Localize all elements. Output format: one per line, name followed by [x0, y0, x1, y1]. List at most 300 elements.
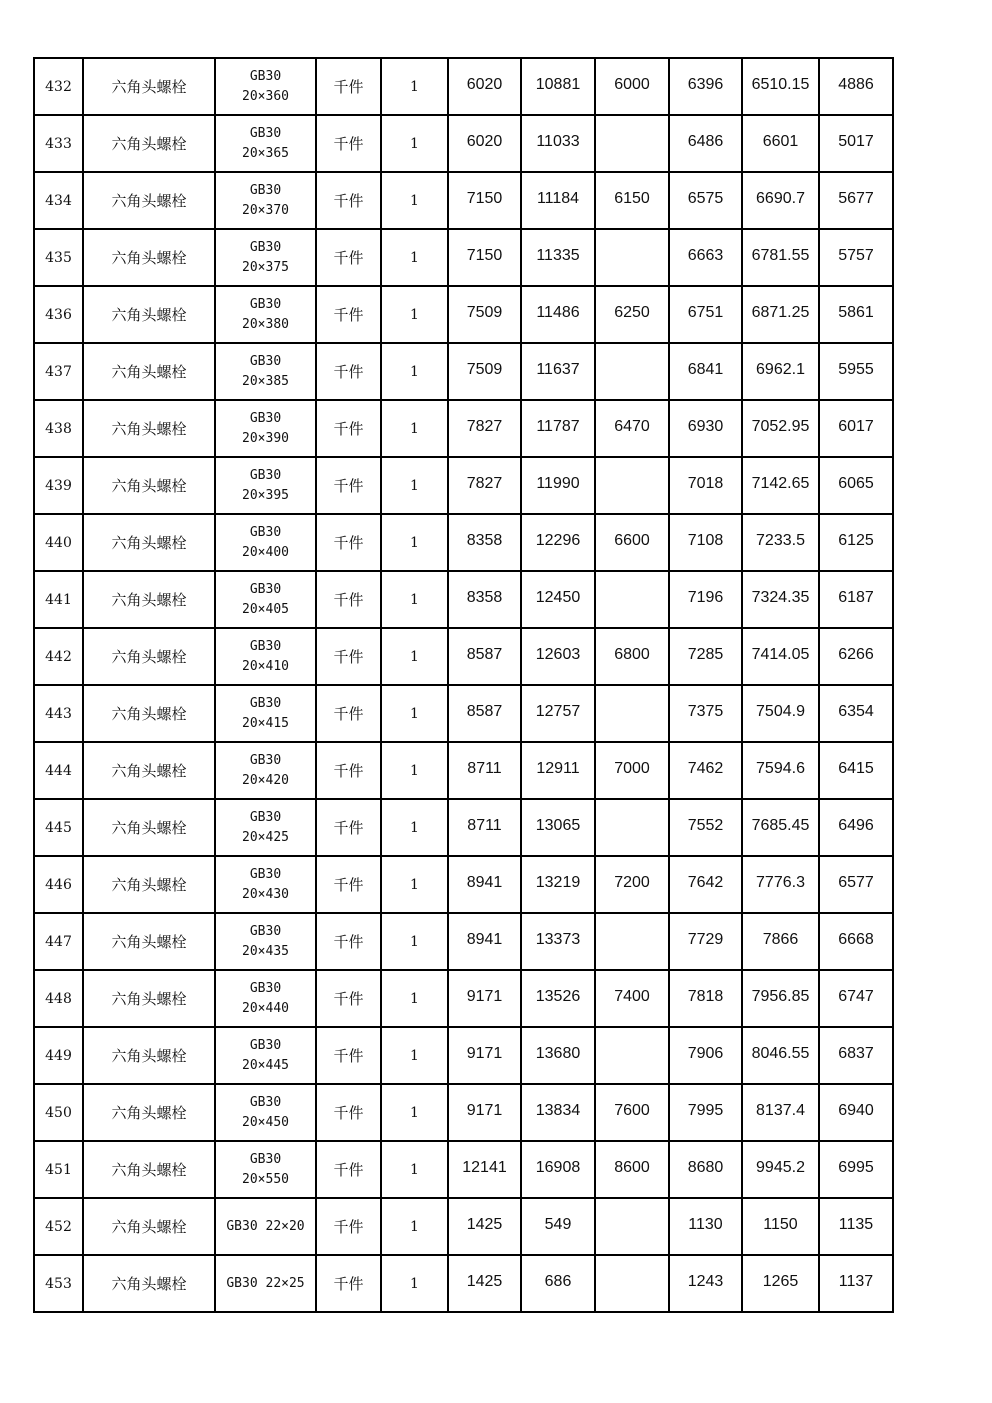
- spec-cell: [215, 115, 316, 172]
- table-row: [34, 58, 893, 115]
- price-col-1: [448, 400, 521, 457]
- price-col-1: [448, 286, 521, 343]
- price-col-5: [742, 685, 819, 742]
- price-col-1: [448, 343, 521, 400]
- price-col-6-value: 6017: [838, 417, 874, 435]
- spec-line: GB30: [249, 125, 282, 141]
- price-col-2: [521, 286, 595, 343]
- price-col-2-value: 11990: [536, 474, 580, 492]
- quantity-cell: 1: [381, 1198, 448, 1255]
- price-col-6: [819, 799, 893, 856]
- price-col-6-value: 6125: [838, 531, 874, 549]
- unit-cell: 千件: [316, 571, 381, 628]
- price-col-2-value: 12296: [535, 531, 581, 549]
- price-col-4: [669, 970, 742, 1027]
- price-col-1-value: 8711: [467, 759, 502, 777]
- row-number-cell: 441: [34, 571, 83, 628]
- price-col-1-value: 8358: [466, 531, 503, 549]
- spec-cell: [215, 1198, 316, 1255]
- price-col-4: [669, 856, 742, 913]
- product-name-cell: 六角头螺栓: [83, 343, 215, 400]
- product-name-cell: 六角头螺栓: [83, 571, 215, 628]
- price-col-3: [595, 685, 669, 742]
- spec-line: GB30: [249, 752, 282, 768]
- product-name-cell: 六角头螺栓: [83, 685, 215, 742]
- price-col-5: [742, 457, 819, 514]
- price-col-4: [669, 1255, 742, 1312]
- price-col-2-value: 13219: [535, 873, 581, 891]
- row-number-cell: 445: [34, 799, 83, 856]
- product-name-cell: 六角头螺栓: [83, 970, 215, 1027]
- spec-line: 20×370: [242, 202, 289, 218]
- spec-cell: [215, 229, 316, 286]
- quantity-cell: 1: [381, 571, 448, 628]
- price-col-3: [595, 229, 669, 286]
- product-name-cell: 六角头螺栓: [83, 1084, 215, 1141]
- product-name-cell: 六角头螺栓: [83, 856, 215, 913]
- price-col-2: [521, 514, 595, 571]
- price-col-3: [595, 742, 669, 799]
- price-col-3: [595, 514, 669, 571]
- price-col-6: [819, 115, 893, 172]
- price-col-5-value: 7594.6: [756, 759, 805, 777]
- product-name-cell: 六角头螺栓: [83, 913, 215, 970]
- spec-cell: [215, 856, 316, 913]
- row-number-cell: 440: [34, 514, 83, 571]
- price-col-2: [521, 115, 595, 172]
- price-col-2: [521, 913, 595, 970]
- quantity-cell: 1: [381, 286, 448, 343]
- quantity-cell: 1: [381, 229, 448, 286]
- price-col-6: [819, 856, 893, 913]
- price-col-2: [521, 1141, 595, 1198]
- price-col-4-value: 7375: [687, 702, 724, 720]
- row-number-cell: 433: [34, 115, 83, 172]
- price-col-5-value: 7233.5: [756, 531, 805, 549]
- price-col-4-value: 7818: [687, 987, 724, 1005]
- price-col-5: [742, 1141, 819, 1198]
- price-col-5-value: 7504.9: [756, 702, 805, 720]
- spec-line: 20×415: [242, 715, 289, 731]
- price-col-6: [819, 58, 893, 115]
- price-col-3-value: 8600: [614, 1158, 650, 1176]
- price-col-2-value: 12757: [535, 702, 581, 720]
- table-row: [34, 229, 893, 286]
- quantity-cell: 1: [381, 514, 448, 571]
- price-col-3: [595, 571, 669, 628]
- spec-line: 20×390: [242, 430, 289, 446]
- price-col-6: [819, 1255, 893, 1312]
- unit-cell: 千件: [316, 628, 381, 685]
- spec-cell: [215, 1084, 316, 1141]
- spec-line: 20×420: [242, 772, 289, 788]
- spec-line: 20×385: [242, 373, 289, 389]
- price-col-6: [819, 685, 893, 742]
- product-name-cell: 六角头螺栓: [83, 1141, 215, 1198]
- price-col-5: [742, 1027, 819, 1084]
- price-col-5: [742, 1255, 819, 1312]
- row-number-cell: 450: [34, 1084, 83, 1141]
- price-col-4: [669, 172, 742, 229]
- spec-line: GB30: [249, 68, 282, 84]
- price-col-5-value: 1150: [763, 1215, 798, 1233]
- table-row: [34, 856, 893, 913]
- price-col-1-value: 8587: [466, 645, 503, 663]
- price-col-6: [819, 172, 893, 229]
- price-col-2: [521, 742, 595, 799]
- spec-line: GB30: [249, 695, 282, 711]
- spec-cell: [215, 799, 316, 856]
- price-col-3-value: 6150: [614, 189, 650, 207]
- spec-cell: [215, 514, 316, 571]
- product-name-cell: 六角头螺栓: [83, 1027, 215, 1084]
- quantity-cell: 1: [381, 457, 448, 514]
- price-col-2-value: 13680: [535, 1044, 581, 1062]
- row-number-cell: 437: [34, 343, 83, 400]
- price-col-2: [521, 172, 595, 229]
- price-col-6-value: 6187: [838, 588, 874, 606]
- spec-cell: [215, 1141, 316, 1198]
- product-name-cell: 六角头螺栓: [83, 172, 215, 229]
- price-col-3-value: 7200: [614, 873, 650, 891]
- price-col-6-value: 6940: [838, 1101, 874, 1119]
- table-row: [34, 1141, 893, 1198]
- price-col-5-value: 6871.25: [751, 303, 810, 321]
- spec-cell: [215, 685, 316, 742]
- price-col-1-value: 6020: [466, 75, 503, 93]
- price-col-6-value: 6415: [838, 759, 874, 777]
- price-col-1-value: 8941: [466, 930, 503, 948]
- table-row: [34, 457, 893, 514]
- unit-cell: 千件: [316, 1255, 381, 1312]
- price-col-1-value: 12141: [462, 1158, 507, 1176]
- quantity-cell: 1: [381, 1084, 448, 1141]
- price-col-6: [819, 457, 893, 514]
- price-col-6: [819, 1198, 893, 1255]
- price-col-1: [448, 172, 521, 229]
- price-col-5-value: 7776.3: [756, 873, 805, 891]
- price-col-4-value: 6841: [687, 360, 724, 378]
- unit-cell: 千件: [316, 1141, 381, 1198]
- row-number-cell: 432: [34, 58, 83, 115]
- row-number-cell: 453: [34, 1255, 83, 1312]
- spec-cell: [215, 742, 316, 799]
- price-col-1-value: 8358: [466, 588, 503, 606]
- spec-cell: [215, 343, 316, 400]
- price-col-6: [819, 400, 893, 457]
- price-col-2: [521, 457, 595, 514]
- price-col-3: [595, 913, 669, 970]
- product-name-cell: 六角头螺栓: [83, 115, 215, 172]
- price-col-6-value: 6995: [838, 1158, 874, 1176]
- row-number-cell: 448: [34, 970, 83, 1027]
- unit-cell: 千件: [316, 913, 381, 970]
- spec-line: 20×450: [242, 1114, 289, 1130]
- price-col-1: [448, 1198, 521, 1255]
- price-col-1: [448, 514, 521, 571]
- product-name-cell: 六角头螺栓: [83, 58, 215, 115]
- table-row: [34, 1198, 893, 1255]
- unit-cell: 千件: [316, 172, 381, 229]
- table-row: [34, 514, 893, 571]
- quantity-cell: 1: [381, 400, 448, 457]
- product-name-cell: 六角头螺栓: [83, 457, 215, 514]
- spec-line: GB30: [249, 1037, 282, 1053]
- spec-cell: [215, 400, 316, 457]
- row-number-cell: 444: [34, 742, 83, 799]
- price-col-2-value: 10881: [535, 75, 581, 93]
- unit-cell: 千件: [316, 742, 381, 799]
- price-col-3: [595, 1084, 669, 1141]
- price-col-1-value: 7827: [466, 474, 503, 492]
- price-col-6-value: 6668: [838, 930, 874, 948]
- unit-cell: 千件: [316, 1084, 381, 1141]
- price-col-1-value: 6020: [466, 132, 503, 150]
- unit-cell: 千件: [316, 286, 381, 343]
- price-col-2: [521, 799, 595, 856]
- price-col-2: [521, 856, 595, 913]
- spec-line: 20×395: [242, 487, 289, 503]
- spec-line: GB30: [249, 581, 282, 597]
- product-name-cell: 六角头螺栓: [83, 799, 215, 856]
- price-col-5: [742, 856, 819, 913]
- price-col-6: [819, 1141, 893, 1198]
- price-col-1: [448, 1141, 521, 1198]
- price-col-1-value: 9171: [466, 1101, 503, 1119]
- quantity-cell: 1: [381, 856, 448, 913]
- price-col-2-value: 13834: [535, 1101, 581, 1119]
- price-col-5-value: 1265: [762, 1272, 799, 1290]
- spec-line: 20×360: [242, 88, 289, 104]
- quantity-cell: 1: [381, 742, 448, 799]
- price-col-3-value: 7000: [614, 759, 650, 777]
- quantity-cell: 1: [381, 58, 448, 115]
- price-col-3-value: 7400: [614, 987, 650, 1005]
- price-col-4: [669, 115, 742, 172]
- price-col-2: [521, 343, 595, 400]
- price-col-1: [448, 58, 521, 115]
- price-col-4-value: 7729: [687, 930, 724, 948]
- price-col-5: [742, 1084, 819, 1141]
- spec-cell: [215, 1027, 316, 1084]
- price-col-2: [521, 685, 595, 742]
- price-col-2: [521, 1255, 595, 1312]
- table-row: [34, 628, 893, 685]
- price-col-6: [819, 742, 893, 799]
- price-col-4-value: 1243: [687, 1272, 724, 1290]
- price-col-6-value: 6577: [838, 873, 874, 891]
- price-col-4-value: 7108: [687, 531, 724, 549]
- unit-cell: 千件: [316, 58, 381, 115]
- table-row: [34, 286, 893, 343]
- price-col-2: [521, 229, 595, 286]
- price-col-3-value: 6600: [614, 531, 650, 549]
- spec-cell: [215, 172, 316, 229]
- price-col-1: [448, 970, 521, 1027]
- price-col-4-value: 6575: [687, 189, 724, 207]
- quantity-cell: 1: [381, 628, 448, 685]
- table-row: [34, 1084, 893, 1141]
- price-col-6: [819, 628, 893, 685]
- price-col-2: [521, 400, 595, 457]
- spec-line: GB30: [249, 524, 282, 540]
- price-col-4-value: 1130: [688, 1215, 723, 1233]
- price-col-5: [742, 571, 819, 628]
- price-col-6-value: 6837: [838, 1044, 874, 1062]
- price-col-6-value: 6065: [838, 474, 874, 492]
- price-col-6: [819, 229, 893, 286]
- unit-cell: 千件: [316, 970, 381, 1027]
- price-col-4: [669, 628, 742, 685]
- quantity-cell: 1: [381, 970, 448, 1027]
- price-col-6-value: 6496: [838, 816, 874, 834]
- price-col-6-value: 6747: [838, 987, 874, 1005]
- price-col-5-value: 7324.35: [751, 588, 810, 606]
- table-row: [34, 685, 893, 742]
- price-col-2-value: 11335: [536, 246, 580, 264]
- unit-cell: 千件: [316, 514, 381, 571]
- price-col-3: [595, 628, 669, 685]
- price-col-6-value: 5677: [838, 189, 874, 207]
- spec-line: 20×425: [242, 829, 289, 845]
- price-col-4: [669, 1027, 742, 1084]
- price-col-6: [819, 970, 893, 1027]
- price-col-2: [521, 1198, 595, 1255]
- unit-cell: 千件: [316, 856, 381, 913]
- price-col-2: [521, 628, 595, 685]
- price-col-2-value: 11486: [536, 303, 580, 321]
- price-col-4-value: 7995: [687, 1101, 724, 1119]
- price-col-3: [595, 1198, 669, 1255]
- price-col-3: [595, 1027, 669, 1084]
- spec-line: GB30: [249, 182, 282, 198]
- price-col-4: [669, 457, 742, 514]
- price-col-1-value: 7150: [466, 246, 503, 264]
- row-number-cell: 434: [34, 172, 83, 229]
- price-col-5-value: 8137.4: [756, 1101, 805, 1119]
- quantity-cell: 1: [381, 343, 448, 400]
- price-col-1: [448, 1084, 521, 1141]
- spec-line: GB30: [249, 980, 282, 996]
- price-col-1: [448, 571, 521, 628]
- price-col-5-value: 7956.85: [751, 987, 810, 1005]
- unit-cell: 千件: [316, 229, 381, 286]
- spec-line: 20×550: [242, 1171, 289, 1187]
- price-col-3-value: 7600: [614, 1101, 650, 1119]
- price-col-4-value: 6663: [687, 246, 724, 264]
- spec-line: 20×430: [242, 886, 289, 902]
- price-col-1: [448, 457, 521, 514]
- price-col-3: [595, 343, 669, 400]
- price-col-5-value: 7142.65: [751, 474, 810, 492]
- price-col-4-value: 6751: [687, 303, 724, 321]
- price-col-3: [595, 1141, 669, 1198]
- price-col-6: [819, 571, 893, 628]
- quantity-cell: 1: [381, 799, 448, 856]
- quantity-cell: 1: [381, 1141, 448, 1198]
- row-number-cell: 435: [34, 229, 83, 286]
- product-name-cell: 六角头螺栓: [83, 400, 215, 457]
- price-col-5: [742, 970, 819, 1027]
- price-col-3: [595, 400, 669, 457]
- price-col-2-value: 13373: [535, 930, 581, 948]
- row-number-cell: 438: [34, 400, 83, 457]
- unit-cell: 千件: [316, 457, 381, 514]
- price-col-4: [669, 400, 742, 457]
- spec-line: GB30 22×20: [226, 1218, 305, 1234]
- price-col-6: [819, 1084, 893, 1141]
- spec-line: GB30: [249, 1094, 282, 1110]
- price-col-5-value: 6690.7: [756, 189, 805, 207]
- price-col-1: [448, 1255, 521, 1312]
- price-col-6: [819, 286, 893, 343]
- spec-line: GB30: [249, 638, 282, 654]
- quantity-cell: 1: [381, 913, 448, 970]
- price-col-4: [669, 685, 742, 742]
- price-col-4-value: 7642: [687, 873, 724, 891]
- product-name-cell: 六角头螺栓: [83, 628, 215, 685]
- price-col-3-value: 6000: [614, 75, 650, 93]
- table-row: [34, 913, 893, 970]
- price-col-1: [448, 799, 521, 856]
- product-name-cell: 六角头螺栓: [83, 286, 215, 343]
- price-col-5: [742, 913, 819, 970]
- spec-cell: [215, 457, 316, 514]
- spec-line: GB30: [249, 866, 282, 882]
- price-col-5-value: 7052.95: [751, 417, 810, 435]
- price-col-1-value: 7509: [466, 303, 503, 321]
- table-row: [34, 742, 893, 799]
- spec-line: 20×410: [242, 658, 289, 674]
- price-col-4-value: 6396: [687, 75, 724, 93]
- table-row: [34, 1027, 893, 1084]
- price-col-1-value: 7150: [466, 189, 503, 207]
- price-col-4: [669, 571, 742, 628]
- price-col-1-value: 1425: [466, 1215, 503, 1233]
- price-col-1-value: 1425: [466, 1272, 503, 1290]
- price-col-2-value: 11184: [536, 189, 580, 207]
- price-col-2: [521, 58, 595, 115]
- spec-line: GB30: [249, 809, 282, 825]
- price-col-2: [521, 1027, 595, 1084]
- price-col-4: [669, 286, 742, 343]
- unit-cell: 千件: [316, 1198, 381, 1255]
- table-row: [34, 571, 893, 628]
- spec-line: 20×435: [242, 943, 289, 959]
- price-col-5: [742, 172, 819, 229]
- spec-line: GB30: [249, 353, 282, 369]
- quantity-cell: 1: [381, 172, 448, 229]
- price-table: [33, 57, 894, 1313]
- price-col-6: [819, 1027, 893, 1084]
- price-col-4: [669, 1084, 742, 1141]
- price-col-3: [595, 970, 669, 1027]
- spec-line: GB30: [249, 296, 282, 312]
- spec-cell: [215, 970, 316, 1027]
- price-col-2-value: 11033: [536, 132, 580, 150]
- price-col-4-value: 7552: [687, 816, 724, 834]
- price-col-2-value: 12911: [536, 759, 580, 777]
- price-col-3-value: 6800: [614, 645, 650, 663]
- price-col-3-value: 6250: [614, 303, 650, 321]
- product-name-cell: 六角头螺栓: [83, 742, 215, 799]
- unit-cell: 千件: [316, 400, 381, 457]
- price-col-4: [669, 229, 742, 286]
- price-col-1: [448, 685, 521, 742]
- quantity-cell: 1: [381, 1027, 448, 1084]
- price-col-1: [448, 742, 521, 799]
- price-col-5: [742, 229, 819, 286]
